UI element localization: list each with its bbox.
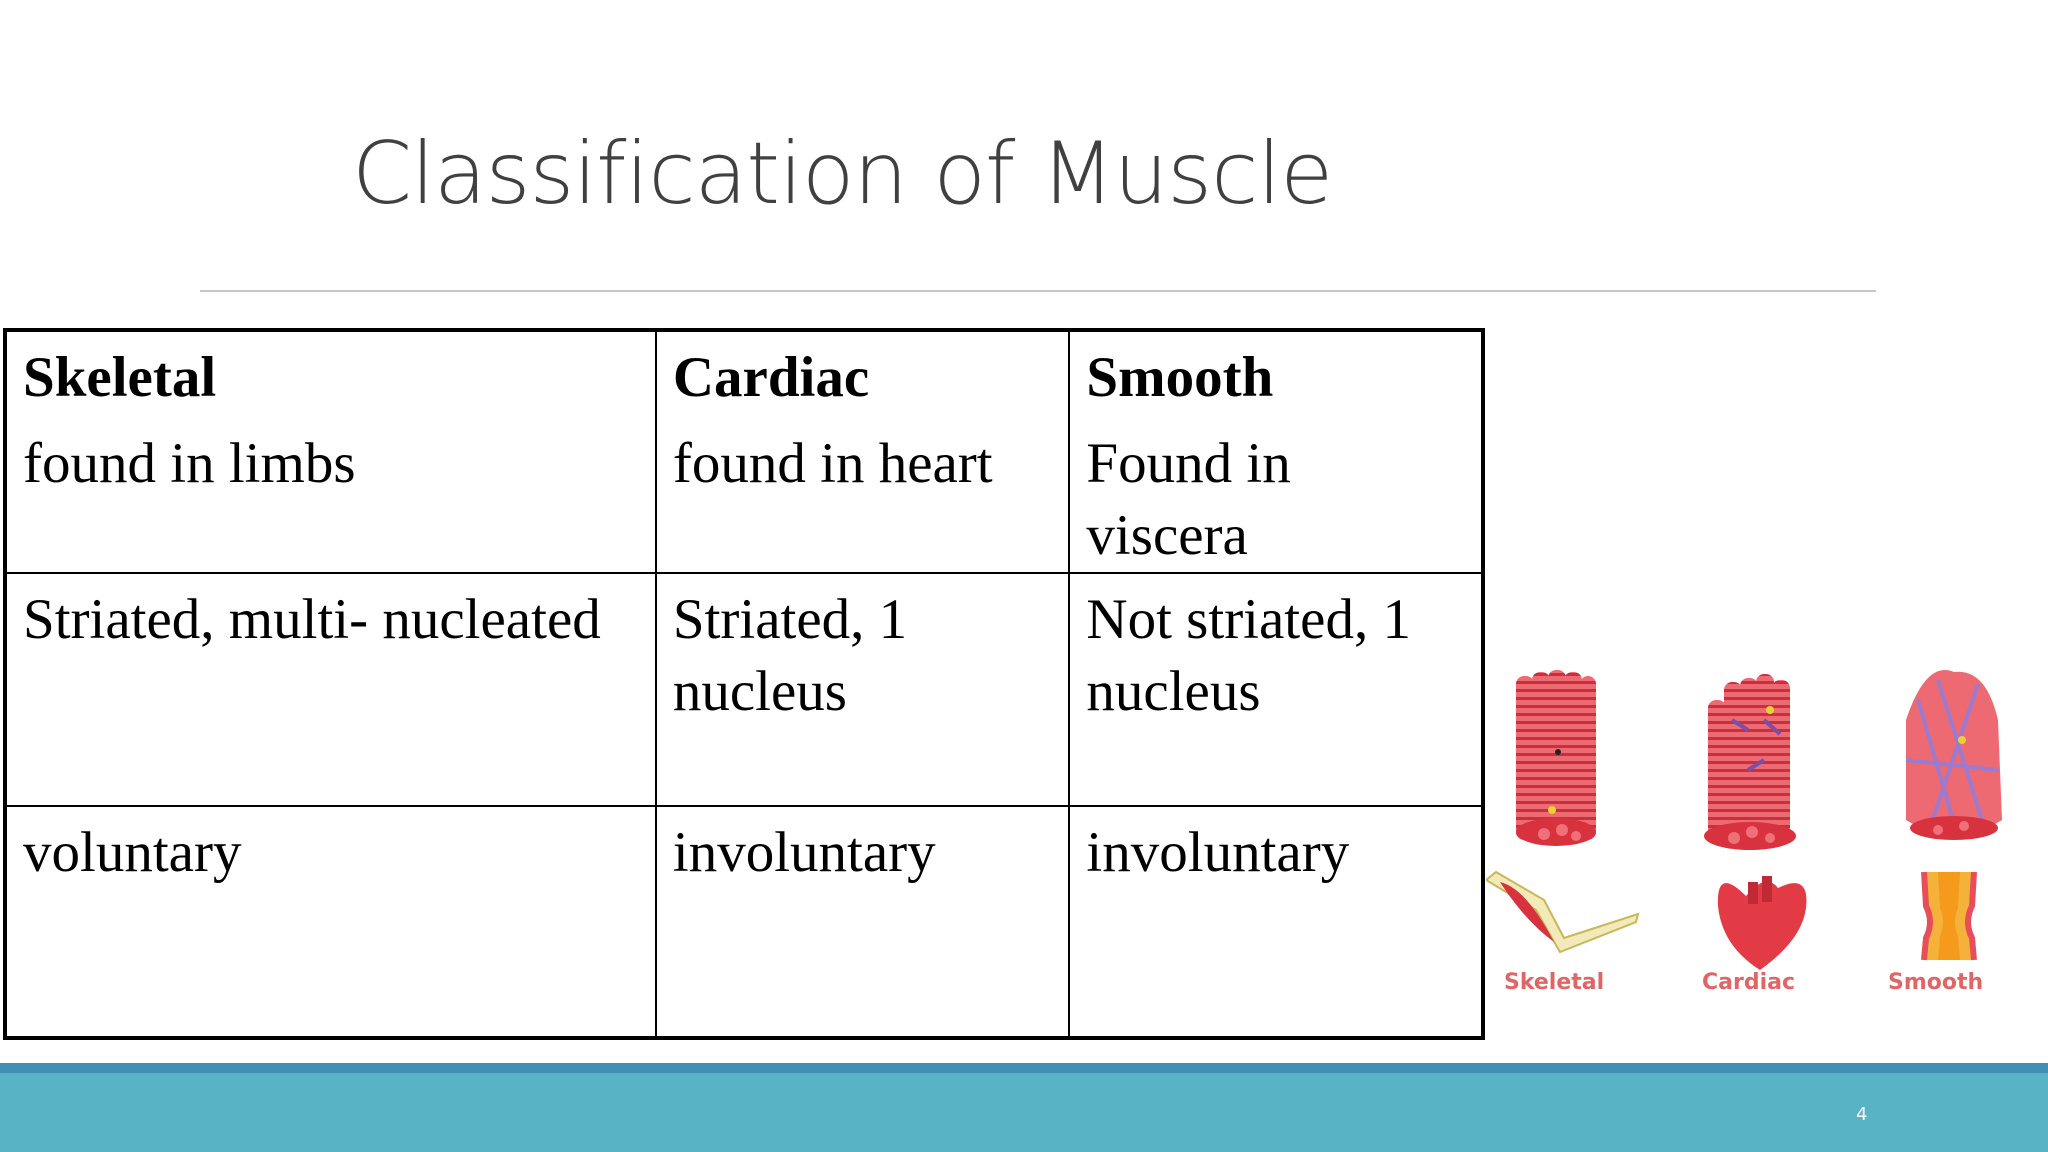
cell-text: Striated, multi- nucleated (23, 588, 601, 652)
footer-accent-line (0, 1063, 2048, 1073)
table-cell (1069, 330, 1483, 573)
cell-text: Striated, 1 nucleus (672, 588, 908, 724)
table-cell (656, 806, 1070, 1038)
table-row (5, 330, 1483, 573)
title-divider (200, 290, 1876, 292)
skeletal-fiber-bundle (1516, 670, 1596, 846)
smooth-label: Smooth (1888, 970, 1984, 995)
cell-text: found in limbs (23, 432, 356, 495)
arm-icon (1486, 872, 1638, 952)
heart-icon (1718, 876, 1807, 970)
page-number: 4 (1856, 1104, 1868, 1125)
table-cell (656, 330, 1070, 573)
footer-bar (0, 1073, 2048, 1152)
vessel-icon (1924, 872, 1974, 960)
slide-title: Classification of Muscle (352, 124, 1333, 224)
cell-text: involuntary (1086, 820, 1350, 884)
table-row (5, 573, 1483, 805)
cell-text: voluntary (23, 820, 242, 884)
skeletal-label: Skeletal (1504, 970, 1605, 995)
table-cell (1069, 573, 1483, 805)
cell-text: Found in viscera (1086, 432, 1291, 567)
cell-text: found in heart (672, 432, 993, 495)
table-cell (5, 806, 656, 1038)
table-row (5, 806, 1483, 1038)
table-cell (1069, 806, 1483, 1038)
table-cell (5, 330, 656, 573)
smooth-fiber-bundle (1906, 670, 2002, 840)
muscle-types-drawing (1486, 660, 2048, 1060)
cell-text: Not striated, 1 nucleus (1086, 588, 1411, 724)
muscle-classification-table (3, 328, 1485, 1040)
cell-heading: Cardiac (672, 346, 870, 409)
cell-heading: Smooth (1086, 346, 1274, 409)
cell-heading: Skeletal (23, 346, 217, 409)
muscle-types-illustration (1486, 660, 2048, 1060)
table-cell (656, 573, 1070, 805)
table-cell (5, 573, 656, 805)
cell-text: involuntary (672, 820, 936, 884)
cardiac-fiber-bundle (1704, 674, 1796, 850)
cardiac-label: Cardiac (1702, 970, 1796, 995)
